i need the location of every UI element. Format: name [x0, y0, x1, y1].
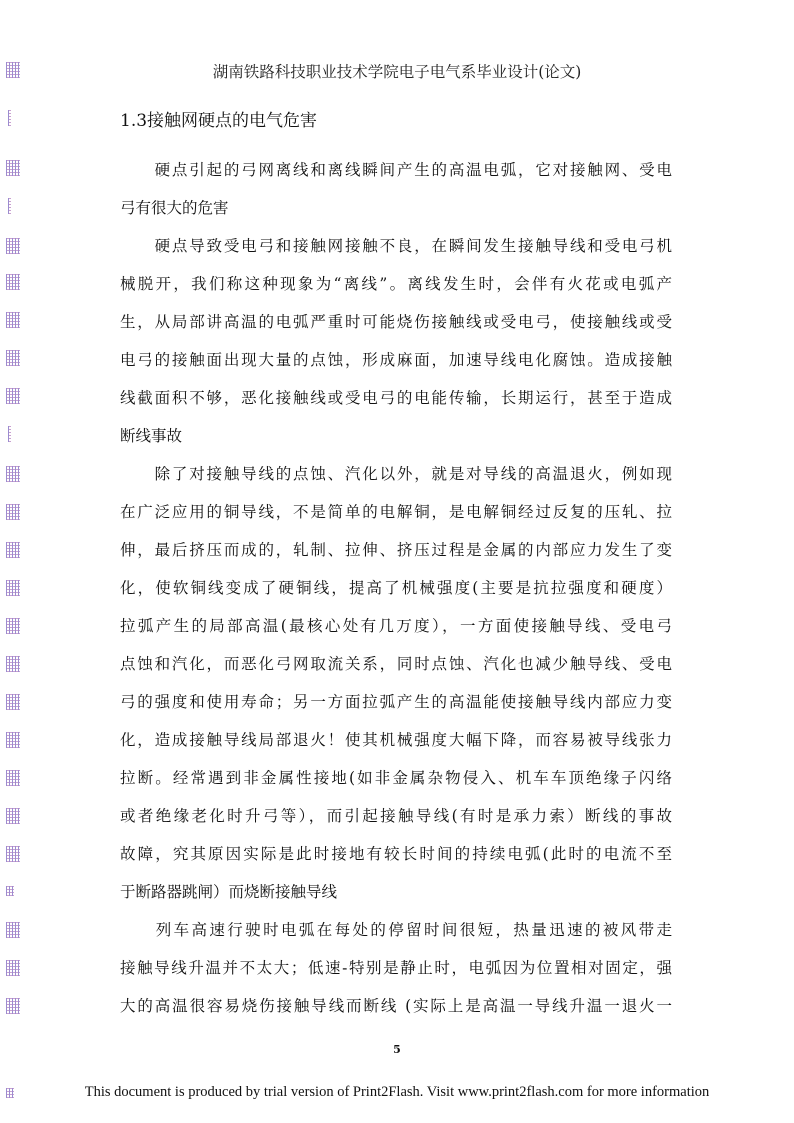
- margin-mark: [6, 504, 20, 520]
- margin-mark: [6, 922, 20, 938]
- margin-mark: [6, 618, 20, 634]
- body-line: 大的高温很容易烧伤接触导线而断线 (实际上是高温一导线升温一退火一: [120, 997, 672, 1015]
- body-line: 生，从局部讲高温的电弧严重时可能烧伤接触线或受电弓，使接触线或受: [120, 313, 672, 331]
- margin-mark: [6, 542, 20, 558]
- body-line: 于断路器跳闸）而烧断接触导线: [120, 883, 338, 901]
- margin-mark: [6, 886, 14, 896]
- margin-mark: [6, 694, 20, 710]
- margin-mark: [6, 160, 20, 176]
- body-line: 拉弧产生的局部高温(最核心处有几万度），一方面使接触导线、受电弓: [120, 617, 672, 635]
- body-line: 列车高速行驶时电弧在每处的停留时间很短，热量迅速的被风带走: [120, 921, 672, 939]
- margin-mark: [6, 846, 20, 862]
- margin-mark: [6, 312, 20, 328]
- margin-mark: [6, 656, 20, 672]
- body-line: 除了对接触导线的点蚀、汽化以外，就是对导线的高温退火，例如现: [120, 465, 672, 483]
- body-line: 硬点引起的弓网离线和离线瞬间产生的高温电弧，它对接触网、受电: [120, 161, 672, 179]
- margin-mark: [8, 110, 11, 126]
- body-line: 化，使软铜线变成了硬铜线，提高了机械强度(主要是抗拉强度和硬度）: [120, 579, 672, 597]
- margin-mark: [6, 238, 20, 254]
- section-title: 1.3接触网硬点的电气危害: [120, 111, 318, 131]
- margin-mark: [6, 808, 20, 824]
- margin-mark: [6, 274, 20, 290]
- body-line: 接触导线升温并不太大；低速-特别是静止时，电弧因为位置相对固定，强: [120, 959, 672, 977]
- margin-mark: [6, 770, 20, 786]
- body-line: 械脱开，我们称这种现象为“离线”。离线发生时，会伴有火花或电弧产: [120, 275, 672, 293]
- body-line: 化，造成接触导线局部退火！使其机械强度大幅下降，而容易被导线张力: [120, 731, 672, 749]
- margin-mark: [6, 580, 20, 596]
- margin-mark: [8, 426, 11, 442]
- body-line: 电弓的接触面出现大量的点蚀，形成麻面，加速导线电化腐蚀。造成接触: [120, 351, 672, 369]
- body-line: 弓有很大的危害: [120, 199, 229, 217]
- page-header: 湖南铁路科技职业技术学院电子电气系毕业设计(论文): [212, 63, 582, 81]
- body-line: 拉断。经常遇到非金属性接地(如非金属杂物侵入、机车车顶绝缘子闪络: [120, 769, 672, 787]
- body-line: 硬点导致受电弓和接触网接触不良，在瞬间发生接触导线和受电弓机: [120, 237, 672, 255]
- margin-mark: [8, 198, 11, 214]
- body-line: 伸，最后挤压而成的，轧制、拉伸、挤压过程是金属的内部应力发生了变: [120, 541, 672, 559]
- body-line: 在广泛应用的铜导线，不是简单的电解铜，是电解铜经过反复的压轧、拉: [120, 503, 672, 521]
- body-line: 或者绝缘老化时升弓等），而引起接触导线(有时是承力索）断线的事故: [120, 807, 672, 825]
- body-line: 故障，究其原因实际是此时接地有较长时间的持续电弧(此时的电流不至: [120, 845, 672, 863]
- body-line: 点蚀和汽化，而恶化弓网取流关系，同时点蚀、汽化也减少触导线、受电: [120, 655, 672, 673]
- margin-mark: [6, 732, 20, 748]
- margin-mark: [6, 998, 20, 1014]
- body-line: 断线事故: [120, 427, 183, 445]
- margin-mark: [6, 960, 20, 976]
- trial-footer: This document is produced by trial version of Print2Flash. Visit www.print2flash.com for more information: [84, 1084, 710, 1100]
- body-line: 弓的强度和使用寿命；另一方面拉弧产生的高温能使接触导线内部应力变: [120, 693, 672, 711]
- margin-mark: [6, 466, 20, 482]
- body-line: 线截面积不够，恶化接触线或受电弓的电能传输，长期运行，甚至于造成: [120, 389, 672, 407]
- margin-mark: [6, 388, 20, 404]
- margin-mark: [6, 350, 20, 366]
- margin-artifacts: [0, 0, 30, 1123]
- page-number: 5: [393, 1043, 401, 1056]
